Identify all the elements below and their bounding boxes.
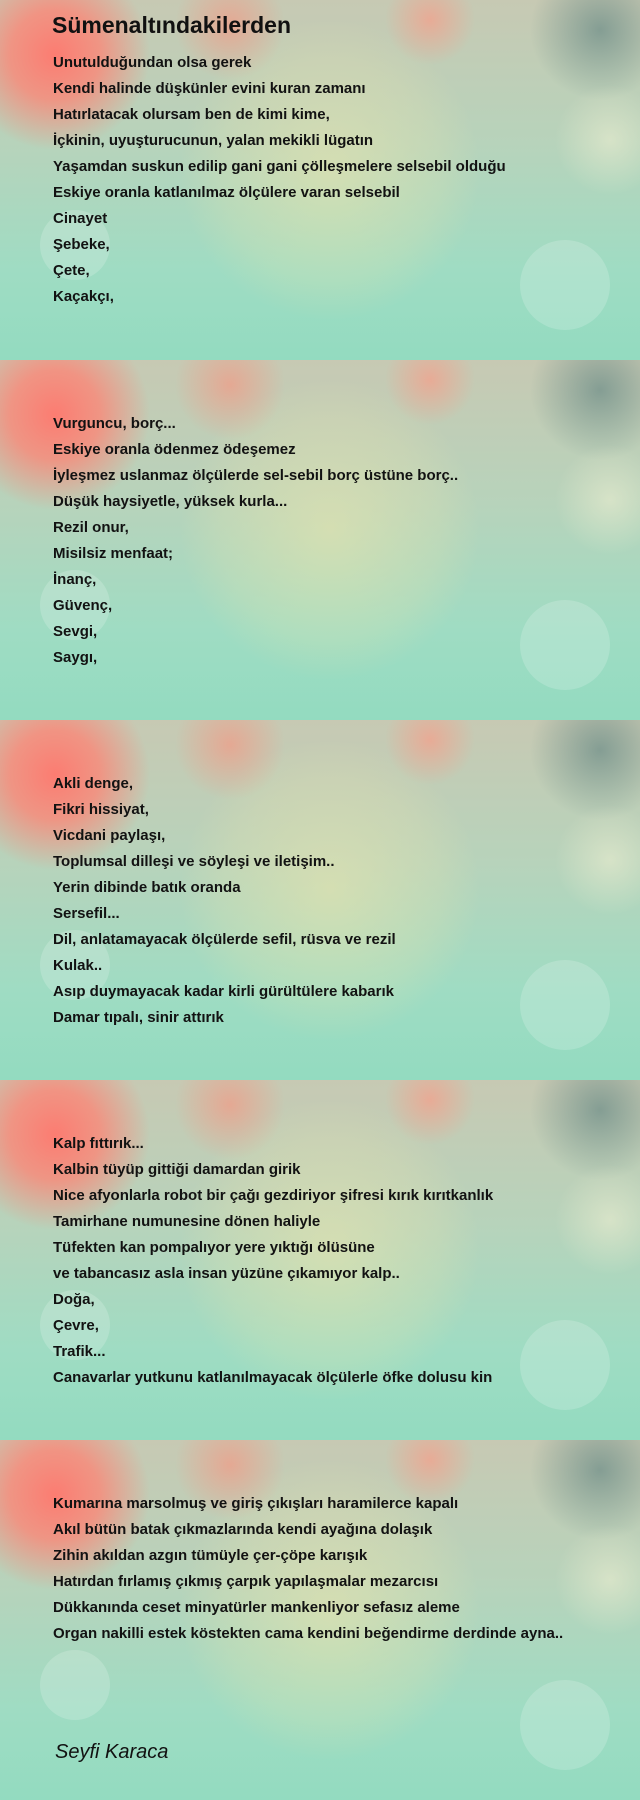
poem-line: Sevgi, [53, 623, 98, 640]
poem-line: Nice afyonlarla robot bir çağı gezdiriyor şifresi kırık kırıtkanlık [53, 1187, 494, 1204]
poem-line: Eskiye oranla ödenmez ödeşemez [53, 441, 296, 458]
poem-title: Sümenaltındakilerden [52, 12, 292, 38]
poem-panel-4 [0, 1080, 640, 1440]
stanza-5 [53, 1491, 563, 1647]
poem-line: ve tabancasız asla insan yüzüne çıkamıyor kalp.. [53, 1265, 400, 1282]
poem-line: Düşük haysiyetle, yüksek kurla... [53, 493, 288, 510]
poem-line: Zihin akıldan azgın tümüyle çer-çöpe karışık [53, 1547, 368, 1564]
poem-panel-1 [0, 0, 640, 360]
poem-line: Eskiye oranla katlanılmaz ölçülere varan selsebil [53, 184, 400, 201]
poem-line: Kulak.. [53, 957, 103, 974]
poem-line: Şebeke, [53, 236, 110, 253]
poem-line: Hatırlatacak olursam ben de kimi kime, [53, 106, 330, 123]
poem-line: Kendi halinde düşkünler evini kuran zamanı [53, 80, 366, 97]
poem-line: Tüfekten kan pompalıyor yere yıktığı ölüsüne [53, 1239, 375, 1256]
poem-line: İçkinin, uyuşturucunun, yalan mekikli lügatın [53, 132, 374, 149]
poem-line: Kalp fıttırık... [53, 1135, 144, 1152]
poem-line: Canavarlar yutkunu katlanılmayacak ölçülerle öfke dolusu kin [53, 1369, 493, 1386]
poem-line: Fikri hissiyat, [53, 801, 149, 818]
author-name: Seyfi Karaca [55, 1741, 169, 1763]
poem-line: Kaçakçı, [53, 288, 114, 305]
poem-line: Vurguncu, borç... [53, 415, 176, 432]
poem-line: Damar tıpalı, sinir attırık [53, 1009, 224, 1026]
poem-line: Trafik... [53, 1343, 106, 1360]
poem-line: Akıl bütün batak çıkmazlarında kendi ayağına dolaşık [53, 1521, 433, 1538]
poem-panel-5 [0, 1440, 640, 1800]
poem-line: Toplumsal dilleşi ve söyleşi ve iletişim.. [53, 853, 335, 870]
poem-line: Dil, anlatamayacak ölçülerde sefil, rüsva ve rezil [53, 931, 396, 948]
poem-line: İnanç, [53, 571, 97, 588]
poem-line: Yaşamdan suskun edilip gani gani çölleşmelere selsebil olduğu [53, 158, 506, 175]
poem-line: Çevre, [53, 1317, 99, 1334]
poem-line: Misilsiz menfaat; [53, 545, 174, 562]
poem-line: Çete, [53, 262, 90, 279]
poem-line: Organ nakilli estek köstekten cama kendini beğendirme derdinde ayna.. [53, 1625, 564, 1642]
poem-line: Unutulduğundan olsa gerek [53, 54, 252, 71]
poem-line: Kumarına marsolmuş ve giriş çıkışları haramilerce kapalı [53, 1495, 459, 1512]
poem-line: Dükkanında ceset minyatürler mankenliyor sefasız aleme [53, 1599, 460, 1616]
poem-line: Yerin dibinde batık oranda [53, 879, 241, 896]
poem-panel-3 [0, 720, 640, 1080]
poem-line: Akli denge, [53, 775, 134, 792]
poem-line: İyleşmez uslanmaz ölçülerde sel-sebil borç üstüne borç.. [53, 467, 459, 484]
poem-line: Saygı, [53, 649, 98, 666]
stanza-3 [53, 771, 396, 1031]
poem-line: Kalbin tüyüp gittiği damardan girik [53, 1161, 301, 1178]
poem-line: Sersefil... [53, 905, 120, 922]
poem-line: Rezil onur, [53, 519, 129, 536]
poem-line: Vicdani paylaşı, [53, 827, 166, 844]
poem-line: Tamirhane numunesine dönen haliyle [53, 1213, 321, 1230]
poem-line: Hatırdan fırlamış çıkmış çarpık yapılaşmalar mezarcısı [53, 1573, 439, 1590]
stanza-2 [53, 411, 458, 671]
stanza-1 [53, 50, 506, 310]
stanza-4 [53, 1131, 493, 1391]
poem-line: Asıp duymayacak kadar kirli gürültülere kabarık [53, 983, 394, 1000]
poem-line: Doğa, [53, 1291, 95, 1308]
poem-line: Cinayet [53, 210, 108, 227]
poem-line: Güvenç, [53, 597, 113, 614]
poem-panel-2 [0, 360, 640, 720]
